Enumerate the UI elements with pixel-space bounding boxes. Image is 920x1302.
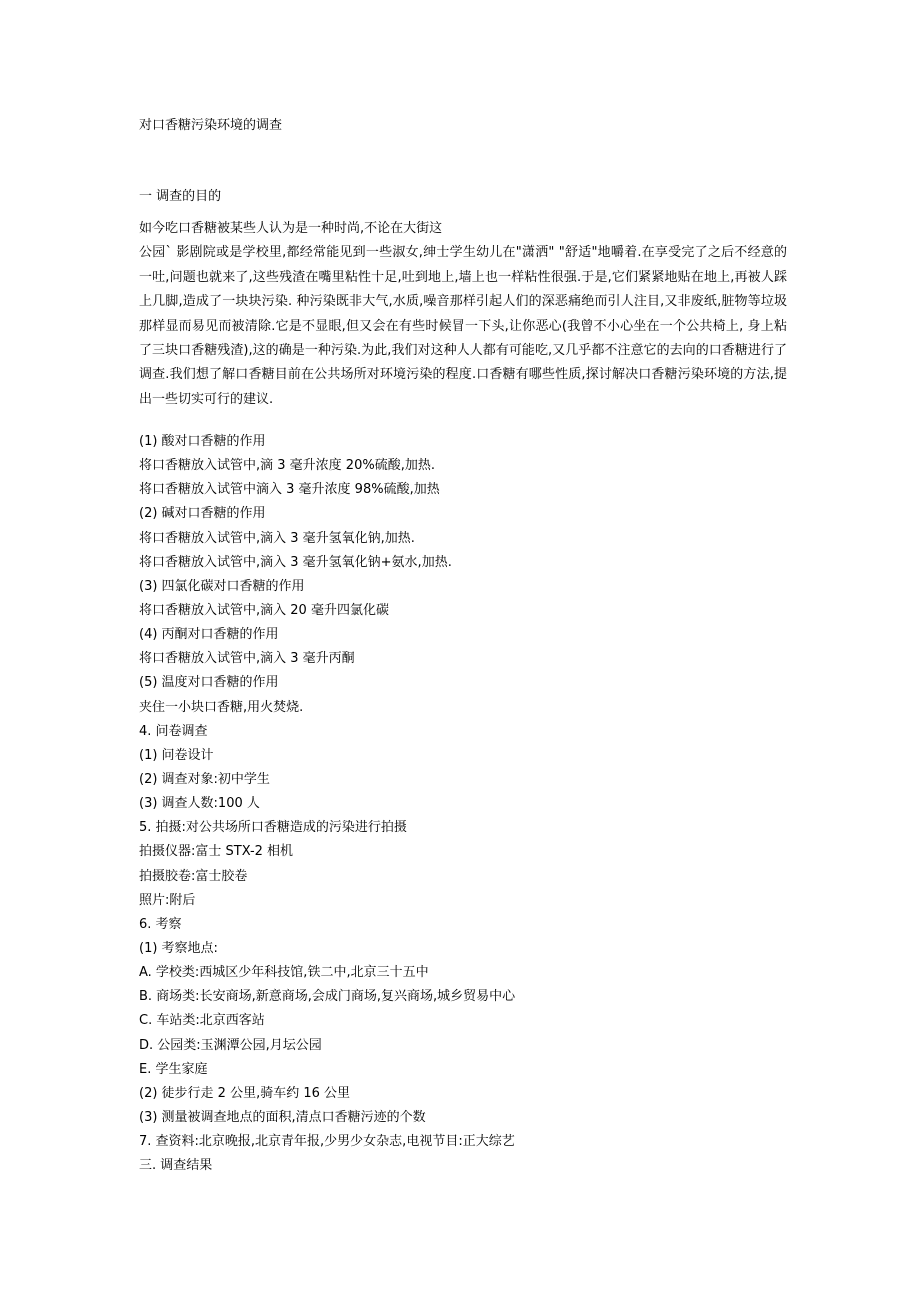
list-item: (1) 考察地点: [139,940,218,956]
list-item: (3) 测量被调查地点的面积,清点口香糖污迹的个数 [139,1109,426,1125]
list-item: (1) 问卷设计 [139,747,214,763]
list-item: D. 公园类:玉渊潭公园,月坛公园 [139,1037,322,1053]
list-item: 将口香糖放入试管中,滴入 3 毫升氢氧化钠,加热. [139,530,415,546]
list-item: 将口香糖放入试管中,滴入 3 毫升丙酮 [139,651,355,667]
list-item: C. 车站类:北京西客站 [139,1013,265,1029]
intro-paragraph [139,217,787,412]
list-item: 将口香糖放入试管中,滴入 3 毫升氢氧化钠+氨水,加热. [139,554,452,570]
list-item: 将口香糖放入试管中,滴 3 毫升浓度 20%硫酸,加热. [139,458,435,474]
intro-line-2: 公园` 影剧院或是学校里,都经常能见到一些淑女,绅士学生幼儿在"潇洒" "舒适"地嚼着.在享受完了之后不经意的一吐,问题也就来了,这些残渣在嘴里粘性十足,吐到地上,墙上也一样粘性很强.于是,它们紧紧地贴在地上,再被人踩上几脚,造成了一块块污染. 种污染既非大气,水质,噪音那样引起人们的深恶痛绝而引人注目,又非废纸,脏物等垃圾那样显而易见而被清除.它是不显眼,但又会在有些时候冒一下头,让你恶心(我曾不小心坐在一个公共椅上, 身上粘了三块口香糖残渣),这的确是一种污染.为此,我们对这种人人都有可能吃,又几乎都不注意它的去向的口香糖进行了调查.我们想了解口香糖目前在公共场所对环境污染的程度.口香糖有哪些性质,探讨解决口香糖污染环境的方法,提出一些切实可行的建议. [139,245,787,407]
list-item: 7. 查资料:北京晚报,北京青年报,少男少女杂志,电视节目:正大综艺 [139,1134,515,1150]
list-item: (3) 四氯化碳对口香糖的作用 [139,578,305,594]
list-item: A. 学校类:西城区少年科技馆,铁二中,北京三十五中 [139,965,429,981]
list-item: (4) 丙酮对口香糖的作用 [139,627,279,643]
list-item: (2) 徒步行走 2 公里,骑车约 16 公里 [139,1085,351,1101]
intro-line-1: 如今吃口香糖被某些人认为是一种时尚,不论在大街这 [139,221,443,236]
list-item: 4. 问卷调查 [139,723,208,739]
list-item: (5) 温度对口香糖的作用 [139,675,279,691]
list-item: (1) 酸对口香糖的作用 [139,434,266,449]
list-item: 5. 拍摄:对公共场所口香糖造成的污染进行拍摄 [139,820,407,836]
list-item: 将口香糖放入试管中,滴入 20 毫升四氯化碳 [139,602,389,618]
list-item: 6. 考察 [139,916,182,932]
list-item: 照片:附后 [139,892,196,908]
list-item: E. 学生家庭 [139,1061,208,1077]
list-item: (2) 调查对象:初中学生 [139,771,270,787]
list-item: B. 商场类:长安商场,新意商场,会成门商场,复兴商场,城乡贸易中心 [139,989,516,1005]
list-item: 拍摄仪器:富士 STX-2 相机 [139,844,294,860]
list-item: (2) 碱对口香糖的作用 [139,506,266,522]
list-item: 将口香糖放入试管中滴入 3 毫升浓度 98%硫酸,加热 [139,482,440,498]
document-title: 对口香糖污染环境的调查 [139,118,283,133]
list-item: 三. 调查结果 [139,1158,213,1174]
list-item: 夹住一小块口香糖,用火焚烧. [139,699,304,715]
list-item: (3) 调查人数:100 人 [139,796,260,812]
list-item: 拍摄胶卷:富士胶卷 [139,868,248,884]
survey-steps-list [139,430,789,1178]
section-heading-purpose: 一 调查的目的 [139,189,222,204]
